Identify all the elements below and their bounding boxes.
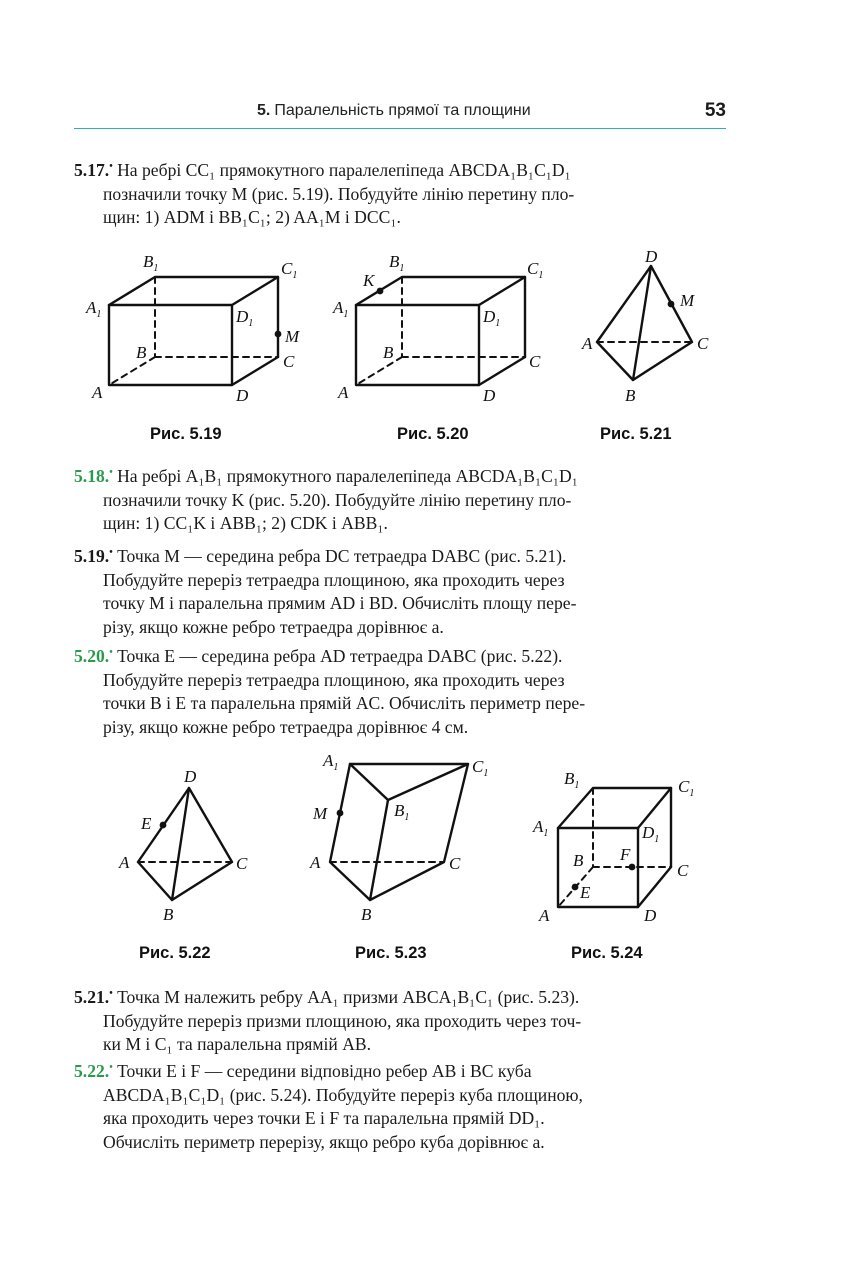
label-d1: $D_1$ — [236, 307, 254, 329]
label-d: D — [184, 767, 197, 786]
point-e — [572, 884, 579, 891]
label-a: A — [338, 383, 349, 402]
label-a: A — [582, 334, 593, 353]
problem-line: 5.21.• Точка M належить ребру AA₁ призми ABCA₁B₁C₁ (рис. 5.23). — [74, 987, 580, 1007]
problem-line: яка проходить через точки E і F та паралельна прямій DD₁. — [103, 1108, 545, 1128]
label-c1: $C_1$ — [678, 777, 695, 799]
caption-fig-5-22: Рис. 5.22 — [139, 944, 211, 962]
problem-line: щин: 1) CC₁K і ABB₁; 2) CDK і ABB₁. — [103, 513, 388, 533]
label-c1: $C_1$ — [527, 259, 544, 281]
label-b1: $B_1$ — [389, 252, 405, 274]
label-d: D — [645, 247, 658, 266]
label-c: C — [283, 352, 295, 371]
label-b: B — [573, 851, 584, 870]
label-c: C — [677, 861, 689, 880]
label-c: C — [697, 334, 709, 353]
caption-fig-5-23: Рис. 5.23 — [355, 944, 427, 962]
problem-line: різу, якщо кожне ребро тетраедра дорівнює 4 см. — [103, 716, 469, 737]
problem-5-21 — [74, 982, 726, 1057]
label-b1: $B_1$ — [143, 252, 159, 274]
figure-5-22-lines — [138, 788, 232, 900]
label-a1: $A_1$ — [533, 817, 549, 839]
problem-line: 5.22.• Точки E і F — середини відповідно ребер AB і BC куба — [74, 1061, 532, 1081]
label-m: M — [313, 804, 328, 823]
label-e: E — [141, 814, 152, 833]
problem-line: 5.20.• Точка E — середина ребра AD тетраедра DABC (рис. 5.22). — [74, 646, 563, 666]
label-b: B — [625, 386, 636, 405]
label-b: B — [136, 343, 147, 362]
label-m: M — [680, 291, 695, 310]
label-d: D — [483, 386, 496, 405]
label-k: K — [363, 271, 375, 290]
point-f — [629, 864, 636, 871]
problem-line: ABCDA₁B₁C₁D₁ (рис. 5.24). Побудуйте переріз куба площиною, — [103, 1084, 583, 1105]
label-c1: $C_1$ — [472, 757, 489, 779]
problem-line: позначили точку K (рис. 5.20). Побудуйте лінію перетину пло- — [103, 489, 572, 510]
label-a: A — [310, 853, 321, 872]
problem-line: точку M і паралельна прямим AD і BD. Обчисліть площу пере- — [103, 593, 577, 613]
page-number: 53 — [704, 100, 726, 121]
problem-line: Побудуйте переріз тетраедра площиною, яка проходить через — [103, 669, 565, 690]
label-a: A — [119, 853, 130, 872]
point-e — [160, 822, 167, 829]
label-a1: $A_1$ — [323, 751, 339, 773]
label-e: E — [580, 883, 591, 902]
label-b: B — [163, 905, 174, 924]
label-b1: $B_1$ — [394, 801, 410, 823]
figure-5-23-lines — [330, 764, 468, 900]
caption-fig-5-21: Рис. 5.21 — [600, 425, 672, 443]
problem-line: точки B і E та паралельна прямій AC. Обчисліть периметр пере- — [103, 693, 586, 713]
label-c: C — [236, 854, 248, 873]
label-b: B — [361, 905, 372, 924]
label-m: M — [285, 327, 300, 346]
problem-5-22 — [74, 1056, 726, 1154]
label-a: A — [92, 383, 103, 402]
label-f: F — [620, 845, 631, 864]
label-d1: $D_1$ — [642, 823, 660, 845]
label-a1: $A_1$ — [86, 298, 102, 320]
label-d1: $D_1$ — [483, 307, 501, 329]
label-c: C — [449, 854, 461, 873]
problem-line: Побудуйте переріз призми площиною, яка проходить через точ- — [103, 1010, 582, 1031]
problem-line: 5.17.• На ребрі CC₁ прямокутного паралелепіпеда ABCDA₁B₁C₁D₁ — [74, 160, 571, 180]
label-a1: $A_1$ — [333, 298, 349, 320]
problem-line: Обчисліть периметр перерізу, якщо ребро куба дорівнює a. — [103, 1131, 545, 1152]
problem-line: різу, якщо кожне ребро тетраедра дорівнює a. — [103, 616, 444, 637]
chapter-title: 5. Паралельність прямої та площини — [257, 102, 531, 119]
label-b1: $B_1$ — [564, 769, 580, 791]
label-d: D — [644, 906, 657, 925]
problem-line: 5.19.• Точка M — середина ребра DC тетраедра DABC (рис. 5.21). — [74, 546, 567, 566]
problem-line: Побудуйте переріз тетраедра площиною, яка проходить через — [103, 569, 565, 590]
caption-fig-5-20: Рис. 5.20 — [397, 425, 469, 443]
problem-line: позначили точку M (рис. 5.19). Побудуйте лінію перетину пло- — [103, 183, 575, 204]
problem-line: ки M і C₁ та паралельна прямій AB. — [103, 1034, 372, 1054]
caption-fig-5-19: Рис. 5.19 — [150, 425, 222, 443]
label-d: D — [236, 386, 249, 405]
label-c: C — [529, 352, 541, 371]
caption-fig-5-24: Рис. 5.24 — [571, 944, 643, 962]
problem-line: 5.18.• На ребрі A₁B₁ прямокутного паралелепіпеда ABCDA₁B₁C₁D₁ — [74, 466, 578, 486]
problem-line: щин: 1) ADM і BB₁C₁; 2) AA₁M і DCC₁. — [103, 207, 401, 227]
point-m — [337, 810, 344, 817]
label-b: B — [383, 343, 394, 362]
label-c1: $C_1$ — [281, 259, 298, 281]
label-a: A — [539, 906, 550, 925]
